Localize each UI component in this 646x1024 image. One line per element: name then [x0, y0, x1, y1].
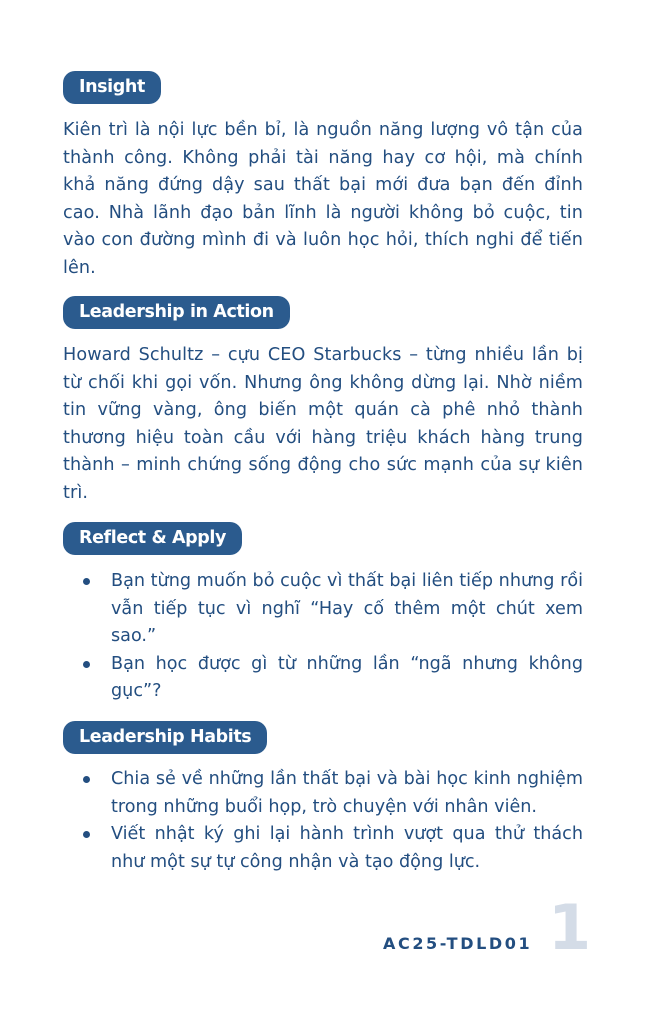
bullet-icon — [83, 578, 90, 585]
leadership-habits-list — [63, 766, 583, 876]
section-badge-insight: Insight — [63, 71, 161, 104]
list-item-text: Bạn từng muốn bỏ cuộc vì thất bại liên tiếp nhưng rồi vẫn tiếp tục vì nghĩ “Hay cố thêm một chút xem sao.” — [111, 571, 583, 647]
list-item-text: Bạn học được gì từ những lần “ngã nhưng không gục”? — [111, 653, 583, 702]
list-item-text: Viết nhật ký ghi lại hành trình vượt qua thử thách như một sự tự công nhận và tạo động lực. — [111, 824, 583, 872]
reflect-apply-list — [63, 568, 583, 706]
bullet-icon — [83, 661, 90, 668]
section-badge-leadership-in-action: Leadership in Action — [63, 296, 290, 329]
insight-paragraph: Kiên trì là nội lực bền bỉ, là nguồn năng lượng vô tận của thành công. Không phải tài năng hay cơ hội, mà chính khả năng đứng dậy sau thất bại mới đưa bạn đến đỉnh cao. Nhà lãnh đạo bản lĩnh là người không bỏ cuộc, tin vào con đường mình đi và luôn học hỏi, thích nghi để tiến lên. — [63, 120, 583, 278]
section-badge-leadership-habits: Leadership Habits — [63, 721, 267, 754]
bullet-icon — [83, 776, 90, 783]
bullet-icon — [83, 831, 90, 838]
list-item — [63, 821, 583, 876]
page-number: 1 — [548, 891, 592, 964]
list-item — [63, 766, 583, 821]
list-item — [63, 651, 583, 706]
section-badge-reflect-apply: Reflect & Apply — [63, 522, 242, 555]
list-item-text: Chia sẻ về những lần thất bại và bài học kinh nghiệm trong những buổi họp, trò chuyện với nhân viên. — [111, 769, 583, 817]
list-item — [63, 568, 583, 651]
leadership-in-action-paragraph: Howard Schultz – cựu CEO Starbucks – từng nhiều lần bị từ chối khi gọi vốn. Nhưng ông không dừng lại. Nhờ niềm tin vững vàng, ông biến một quán cà phê nhỏ thành thương hiệu toàn cầu với hàng triệu khách hàng trung thành – minh chứng sống động cho sức mạnh của sự kiên trì. — [63, 345, 583, 503]
document-code: AC25-TDLD01 — [383, 934, 533, 953]
